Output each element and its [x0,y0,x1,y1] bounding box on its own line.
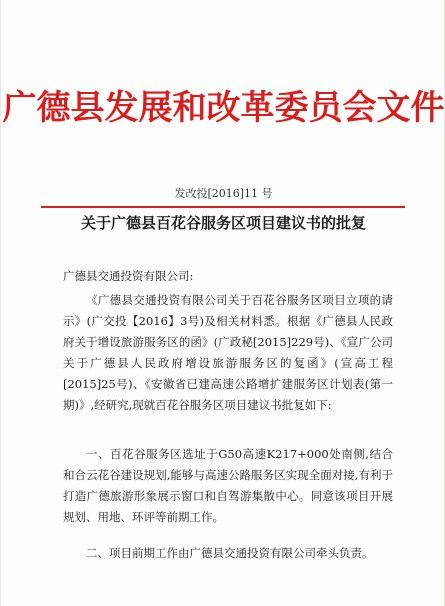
body-paragraph: 二、项目前期工作由广德县交通投资有限公司牵头负责。 [86,546,374,560]
body-paragraph: 《广德县交通投资有限公司关于百花谷服务区项目立项的请示》(广交投【2016】3号)及相关材料悉。根据《广德县人民政府关于增设旅游服务区的函》(广政秘[2015]229号)、《宣广公司关于广德县人民政府增设旅游服务区的复函》(宣高工程[2015]25号)、《安徽省已建高速公路增扩建服务区计划表(第一期)》,经研究,现就百花谷服务区项目建议书批复如下: [63,293,393,412]
addressee: 广德县交通投资有限公司: [63,269,194,283]
issuer-header: 广德县发展和改革委员会文件 [2,88,445,128]
body-paragraph: 一、百花谷服务区选址于G50高速K217+000处南侧,结合和合云花谷建设规划,能够与高速公路服务区实现全面对接,有利于打造广德旅游形象展示窗口和自驾游集散中心。同意该项目开展规划、用地、环评等前期工作。 [63,447,393,524]
red-divider-line [41,206,405,208]
document-title: 关于广德县百花谷服务区项目建议书的批复 [80,214,366,232]
document-number: 发改投[2016]11 号 [174,187,273,200]
